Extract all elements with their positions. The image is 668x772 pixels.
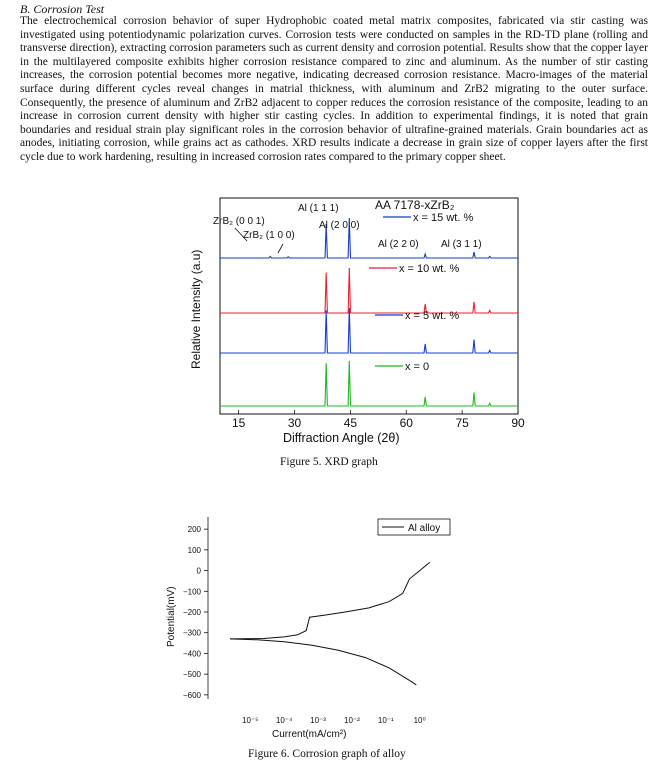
- xrd-xtick-label: 15: [231, 416, 246, 430]
- corr-ytick-label: 100: [187, 545, 201, 555]
- xrd-legend-label-1: x = 10 wt. %: [399, 263, 460, 275]
- xrd-ann-al220: Al (2 2 0): [378, 239, 419, 250]
- xrd-series-line-2: [220, 308, 518, 353]
- corr-xlabel: Current(mA/cm²): [272, 729, 347, 740]
- xrd-ann-al111: Al (1 1 1): [298, 203, 339, 214]
- xrd-legend-label-2: x = 5 wt. %: [405, 310, 460, 322]
- xrd-ann-zrb2-100: ZrB₂ (1 0 0): [243, 230, 295, 241]
- corr-ytick-label: −100: [182, 587, 201, 597]
- corr-xtick-label: 10⁻¹: [377, 716, 394, 725]
- corr-xtick-label: 10⁻³: [310, 716, 326, 725]
- corr-xtick-label: 10⁻⁵: [242, 716, 259, 725]
- corr-ytick-label: −200: [182, 608, 201, 617]
- corr-ylabel: Potential(mV): [166, 586, 177, 647]
- xrd-xtick-label: 30: [287, 416, 302, 430]
- xrd-title: AA 7178-xZrB₂: [375, 198, 455, 212]
- corr-xtick-label: 10⁻²: [344, 716, 360, 725]
- xrd-legend-label-3: x = 0: [405, 361, 430, 373]
- xrd-xtick-label: 60: [399, 416, 413, 430]
- xrd-xtick-label: 45: [343, 416, 358, 430]
- figure6-caption: Figure 6. Corrosion graph of alloy: [248, 748, 406, 760]
- figure5-caption: Figure 5. XRD graph: [280, 456, 378, 468]
- corr-curve-cathodic: [230, 639, 416, 685]
- xrd-ylabel: Relative Intensity (a.u): [189, 249, 203, 369]
- xrd-legend-label-0: x = 15 wt. %: [413, 212, 474, 224]
- corr-ytick-label: 0: [196, 566, 201, 576]
- xrd-ann-zrb2-001: ZrB₂ (0 0 1): [213, 216, 265, 227]
- corr-ytick-label: −500: [182, 670, 201, 680]
- xrd-chart: [183, 196, 523, 454]
- section-heading: B. Corrosion Test: [20, 2, 105, 16]
- xrd-ann-al200: Al (2 0 0): [319, 220, 360, 231]
- corr-ytick-label: −300: [182, 628, 201, 638]
- corr-ytick-label: −600: [182, 690, 201, 700]
- corr-xtick-label: 10⁻⁴: [275, 716, 293, 725]
- corr-curve-anodic: [230, 562, 430, 639]
- xrd-xtick-label: 90: [511, 416, 525, 430]
- corrosion-chart: [160, 515, 460, 745]
- corr-legend-label: Al alloy: [408, 523, 441, 534]
- corr-ytick-label: −400: [182, 649, 201, 659]
- xrd-xlabel: Diffraction Angle (2θ): [283, 431, 400, 445]
- xrd-xtick-label: 75: [455, 416, 469, 430]
- corr-xtick-label: 10⁰: [413, 716, 426, 725]
- xrd-series-line-3: [220, 361, 518, 406]
- xrd-ann-arrow-zrb2-100: [278, 244, 283, 253]
- xrd-ann-al311: Al (3 1 1): [441, 239, 482, 250]
- xrd-series-line-1: [220, 268, 518, 313]
- corr-ytick-label: 200: [187, 525, 201, 535]
- section-paragraph: The electrochemical corrosion behavior of super Hydrophobic coated metal matrix composites, fabricated via stir casting was investigated using potentiodynamic polarization curves. Corrosion tests were conducted on samples in the RD-TD plane (rolling and transverse direction), extracting corrosion parameters such as current density and corrosion potential. Results show that the copper layer in the multilayered composite exhibits higher corrosion resistance compared to zinc and aluminum. As the number of stir casting increases, the corrosion potential becomes more negative, indicating decreased corrosion resistance. Macro-images of the material surface during different cycles reveal changes in matrial thickness, with aluminum and ZrB2 migrating to the outer surface. Consequently, the presence of aluminum and ZrB2 adjacent to copper reduces the corrosion resistance of the composite, leading to an increase in corrosion current density with higher stir casting cycles. In addition to experimental findings, it is noted that grain boundaries and residual strain play significant roles in the corrosion behavior of ultrafine-grained materials. Grain boundaries act as anodes, initiating corrosion, while grains act as cathodes. XRD results indicate a decrease in grain size of copper layers after the first cycle due to work hardening, resulting in increased corrosion rates compared to the primary copper sheet.: [20, 15, 648, 163]
